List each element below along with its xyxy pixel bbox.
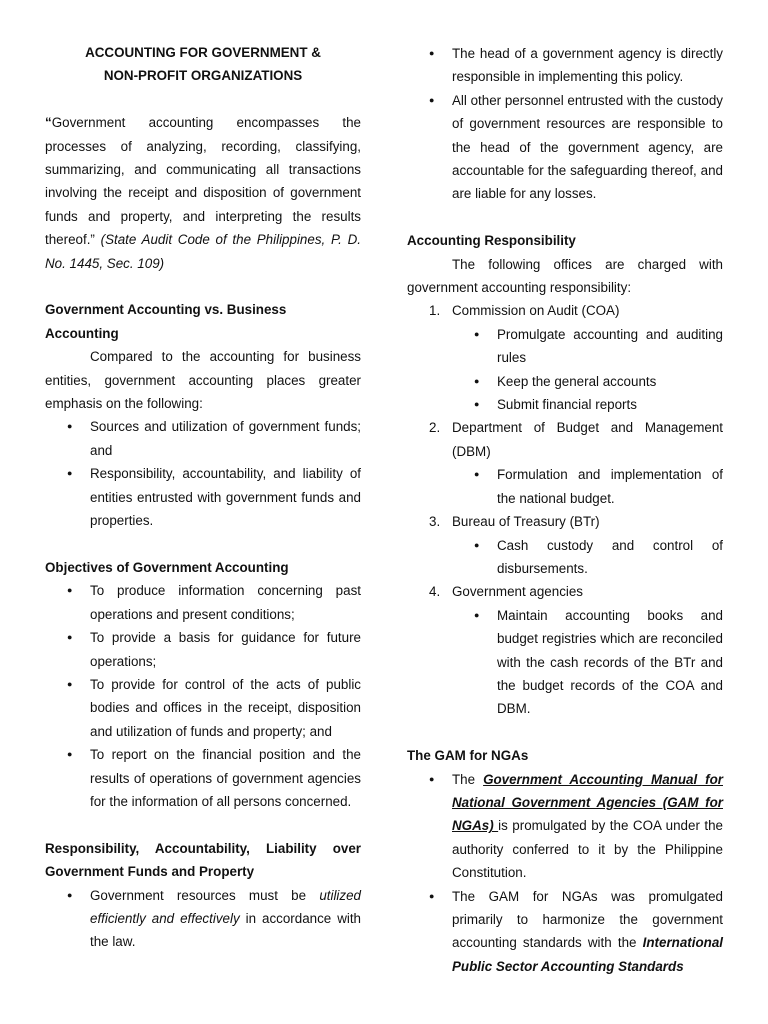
office-name: Department of Budget and Management (DBM)	[452, 420, 723, 459]
section-heading-objectives: Objectives of Government Accounting	[45, 559, 289, 575]
title-line-2: NON-PROFIT ORGANIZATIONS	[103, 67, 303, 83]
duty-item: ● Keep the general accounts	[407, 370, 723, 393]
list-item: ● To provide a basis for guidance for future operations;	[45, 626, 361, 673]
accounting-responsibility-intro: The following offices are charged with government accounting responsibility:	[407, 256, 723, 296]
quote-citation: (State Audit Code of the Philippines, P. D. No. 1445, Sec. 109)	[45, 232, 361, 271]
list-item	[407, 885, 723, 979]
list-item: ● To provide for control of the acts of public bodies and offices in the receipt, disposition and utilization of funds and property; and	[45, 673, 361, 743]
left-column	[45, 42, 361, 954]
duty-item: ● Formulation and implementation of the national budget.	[407, 463, 723, 510]
gov-vs-business-intro: Compared to the accounting for business entities, government accounting places greater emphasis on the following:	[45, 349, 361, 412]
duty-item: ● Cash custody and control of disbursements.	[407, 534, 723, 581]
office-number: 4.	[429, 584, 441, 600]
gov-vs-business-list	[45, 415, 361, 532]
office-name: Government agencies	[452, 584, 584, 600]
duty-item: ● Promulgate accounting and auditing rules	[407, 323, 723, 370]
section-heading-gov-vs-business: Government Accounting vs. Business Accounting	[45, 302, 287, 341]
item-text: is promulgated by the COA under the authority conferred to it by the Philippine Constitution.	[452, 818, 723, 881]
duty-item: ● Maintain accounting books and budget registries which are reconciled with the cash records of the BTr and the budget records of the COA and DBM.	[407, 604, 723, 721]
right-column	[407, 42, 723, 978]
responsibility-list-left	[45, 884, 361, 954]
section-heading-gam: The GAM for NGAs	[407, 748, 529, 764]
list-item: ● Sources and utilization of government funds; and	[45, 415, 361, 462]
responsibility-list-right	[407, 42, 723, 206]
office-name: Commission on Audit (COA)	[452, 303, 620, 319]
office-number: 3.	[429, 514, 441, 530]
quote-text: Government accounting encompasses the processes of analyzing, recording, classifying, summarizing, and communicating all transactions involving the receipt and disposition of government funds and property, and interpreting the results thereof.”	[45, 115, 361, 248]
list-item: ● All other personnel entrusted with the custody of government resources are responsible to the head of the government agency, are accountable for the safeguarding thereof, and are liable for any losses.	[407, 89, 723, 206]
office-number: 1.	[429, 303, 441, 319]
office-duties	[407, 604, 723, 721]
list-item: ● The head of a government agency is directly responsible in implementing this policy.	[407, 42, 723, 89]
list-item: ● To report on the financial position and the results of operations of government agencies for the information of all persons concerned.	[45, 743, 361, 813]
gam-list	[407, 768, 723, 979]
list-item	[45, 884, 361, 954]
item-text: in accordance with the law.	[90, 910, 362, 950]
office-name: Bureau of Treasury (BTr)	[452, 514, 600, 530]
definition-quote	[45, 111, 361, 275]
offices-list	[407, 299, 723, 720]
quote-open-mark: “	[45, 115, 52, 131]
list-item: ● Responsibility, accountability, and liability of entities entrusted with government funds and properties.	[45, 462, 361, 532]
item-text: The GAM for NGAs was promulgated primarily to harmonize the government accounting standards with the	[452, 888, 723, 951]
office-duties	[407, 534, 723, 581]
objectives-list	[45, 579, 361, 813]
office-item	[407, 416, 723, 510]
ipsas-title: International Public Sector Accounting Standards	[452, 935, 723, 974]
office-item	[407, 299, 723, 416]
item-emphasis: utilized efficiently and effectively	[90, 887, 361, 926]
title-line-1: ACCOUNTING FOR GOVERNMENT &	[85, 45, 321, 60]
office-item	[407, 510, 723, 580]
item-text: Government resources must be	[90, 887, 320, 903]
office-item	[407, 580, 723, 720]
section-heading-accounting-responsibility: Accounting Responsibility	[407, 233, 576, 249]
list-item	[407, 768, 723, 885]
office-number: 2.	[429, 420, 441, 436]
office-duties	[407, 463, 723, 510]
gam-manual-title: Government Accounting Manual for National Government Agencies (GAM for NGAs)	[452, 771, 723, 834]
list-item: ● To produce information concerning past operations and present conditions;	[45, 579, 361, 626]
document-title	[45, 42, 361, 87]
duty-item: ● Submit financial reports	[407, 393, 723, 416]
section-heading-responsibility: Responsibility, Accountability, Liability over Government Funds and Property	[45, 840, 361, 880]
office-duties	[407, 323, 723, 417]
item-text: The	[452, 771, 484, 787]
